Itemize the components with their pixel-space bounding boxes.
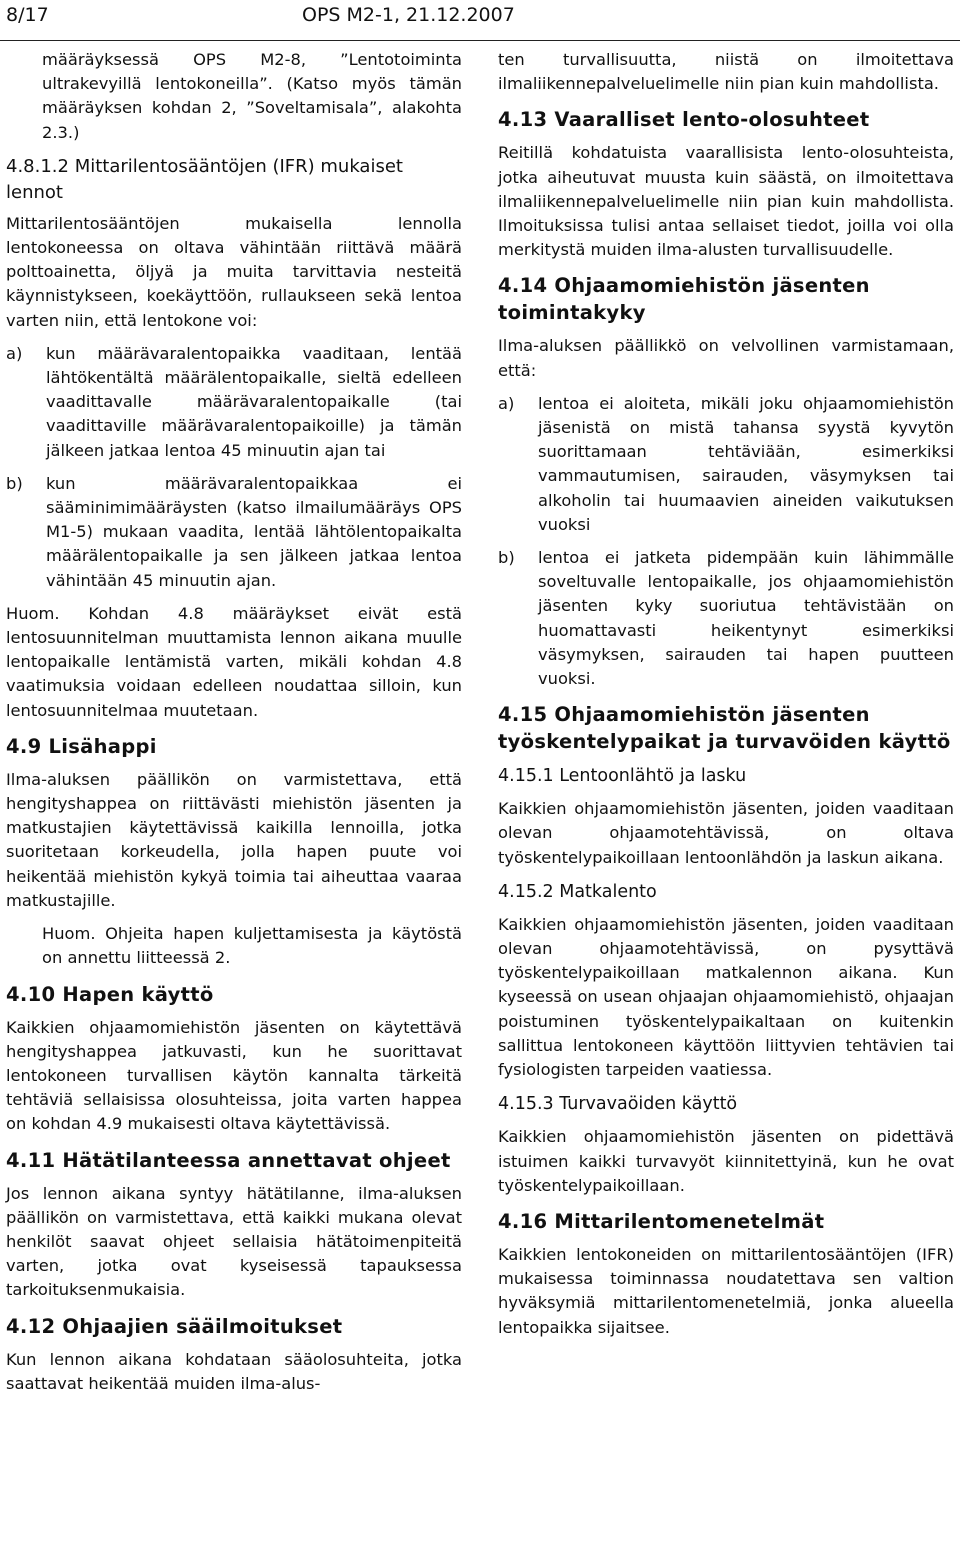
section-4-12-body: Kun lennon aikana kohdataan sääolosuhteita, jotka saattavat heikentää muiden ilma-alus- (6, 1349, 462, 1393)
section-4-14-body: Ilma-aluksen päällikkö on velvollinen varmistamaan, että: (498, 336, 954, 380)
section-4-12-title: 4.12 Ohjaajien sääilmoitukset (6, 1314, 343, 1338)
section-4-8-1-2-title: 4.8.1.2 Mittarilentosääntöjen (IFR) mukaiset lennot (6, 155, 403, 203)
page-header (0, 0, 960, 41)
list-text: kun määrävaralentopaikkaa ei sääminimimääräysten (katso ilmailumääräys OPS M1-5) mukaan vaadita, lentää lähtölentopaikalta määrälentopaikalle ja sen jälkeen jatkaa lentoa vähintään 45 minuutin ajan. (46, 473, 462, 590)
section-4-8-1-2-body: Mittarilentosääntöjen mukaisella lennolla lentokoneessa on oltava vähintään riittävä määrä polttoainetta, öljyä ja muita tarvittavia nesteitä käynnistykseen, koekäyttöön, rullaukseen sekä lentoa varten niin, että lentokone voi: (6, 213, 462, 330)
section-4-15-1-title: 4.15.1 Lentoonlähtö ja lasku (498, 766, 747, 787)
list-marker: a) (498, 393, 515, 413)
section-4-14-title: 4.14 Ohjaamomiehistön jäsenten toimintakyky (498, 274, 870, 325)
list-item-b (498, 546, 954, 691)
list-item-a (6, 342, 462, 463)
list-marker: b) (498, 548, 515, 568)
section-4-15-title: 4.15 Ohjaamomiehistön jäsenten työskentelypaikat ja turvavöiden käyttö (498, 703, 951, 754)
section-4-15-2-body: Kaikkien ohjaamomiehistön jäsenten, joiden vaaditaan olevan ohjaamotehtävissä, on pysyttävä työskentelypaikoillaan matkalennon aikana. Kun kyseessä on usean ohjaajan ohjaamomiehistö, ohjaajan poistuminen työskentelypaikaltaan on kuitenkin sallittua lentokoneen käyttöön liittyvien tehtävien tai fysiologisten tarpeiden vaatiessa. (498, 914, 954, 1080)
list-marker: a) (6, 343, 23, 363)
list-text: lentoa ei aloiteta, mikäli joku ohjaamomiehistön jäsenistä on mistä tahansa syystä kyvytön suorittamaan tehtäviään, esimerkiksi vammautumisen, sairauden, väsymyksen tai alkoholin tai huumaavien aineiden vaikutuksen vuoksi (538, 393, 954, 534)
section-4-16-title: 4.16 Mittarilentomenetelmät (498, 1209, 825, 1233)
section-4-16-body: Kaikkien lentokoneiden on mittarilentosääntöjen (IFR) mukaisessa toiminnassa noudatettava sen valtion hyväksymiä mittarilentomenetelmiä, jonka alueella lentopaikka sijaitsee. (498, 1244, 954, 1337)
section-4-15-3-title: 4.15.3 Turvavaöiden käyttö (498, 1094, 738, 1115)
section-4-13-body: Reitillä kohdatuista vaarallisista lento-olosuhteista, jotka aiheutuvat muusta kuin säästä, on ilmoitettava ilmaliikennepalveluelimelle niin pian kuin mahdollista. Ilmoituksissa tulisi antaa sellaiset tiedot, joilla voi olla merkitystä muiden ilma-alusten turvallisuudelle. (498, 143, 954, 260)
section-4-15-2-title: 4.15.2 Matkalento (498, 881, 657, 902)
section-4-13-title: 4.13 Vaaralliset lento-olosuhteet (498, 108, 870, 132)
section-4-9-body: Ilma-aluksen päällikön on varmistettava, että hengityshappea on riittävästi miehistön jäsenten ja matkustajien käytettävissä kaikilla lennoilla, jotka suoritetaan korkeudella, jolla hapen puute voi heikentää miehistön kykyä toimia tai aiheuttaa vaaraa matkustajille. (6, 769, 462, 910)
list-text: kun määrävaralentopaikka vaaditaan, lentää lähtökentältä määrälentopaikalle, sieltä edelleen vaadittavalle määrävaralentopaikalle (tai vaadittaville määrävaralentopaikoille) ja tämän jälkeen jatkaa lentoa 45 minuutin ajan tai (46, 343, 462, 460)
section-4-11-title: 4.11 Hätätilanteessa annettavat ohjeet (6, 1148, 451, 1172)
note-paragraph: Huom. Ohjeita hapen kuljettamisesta ja käytöstä on annettu liitteessä 2. (42, 924, 462, 968)
section-4-15-3-body: Kaikkien ohjaamomiehistön jäsenten on pidettävä istuimen kaikki turvavyöt kiinnitettyinä, kun he ovat työskentelypaikoillaan. (498, 1127, 954, 1195)
list-text: lentoa ei jatketa pidempään kuin lähimmälle soveltuvalle lentopaikalle, jos ohjaamomiehistön jäsenten kyky suoriutua tehtävistään on huomattavasti heikentynyt esimerkiksi väsymyksen, sairauden tai hapen puutteen vuoksi. (538, 548, 954, 689)
section-4-10-title: 4.10 Hapen käyttö (6, 982, 214, 1006)
section-4-9-title: 4.9 Lisähappi (6, 734, 157, 758)
document-reference: OPS M2-1, 21.12.2007 (302, 4, 515, 26)
page-number: 8/17 (6, 4, 49, 26)
continued-paragraph: ten turvallisuutta, niistä on ilmoitettava ilmaliikennepalveluelimelle niin pian kuin mahdollista. (498, 50, 954, 94)
intro-paragraph: määräyksessä OPS M2-8, ”Lentotoiminta ultrakevyillä lentokoneilla”. (Katso myös tämän määräyksen kohdan 2, ”Soveltamisala”, alakohta 2.3.) (42, 50, 462, 142)
right-column (498, 48, 954, 1349)
list-marker: b) (6, 473, 23, 493)
list-item-b (6, 472, 462, 593)
list-item-a (498, 392, 954, 537)
section-4-15-1-body: Kaikkien ohjaamomiehistön jäsenten, joiden vaaditaan olevan ohjaamotehtävissä, on oltava työskentelypaikoillaan lentoonlähdön ja laskun aikana. (498, 799, 954, 867)
note-paragraph: Huom. Kohdan 4.8 määräykset eivät estä lentosuunnitelman muuttamista lennon aikana muulle lentopaikalle lentämistä varten, mikäli kohdan 4.8 vaatimuksia voidaan edelleen noudattaa silloin, kun lentosuunnitelmaa muutetaan. (6, 603, 462, 720)
left-column (6, 48, 462, 1405)
section-4-10-body: Kaikkien ohjaamomiehistön jäsenten on käytettävä hengityshappea jatkuvasti, kun he suorittavat lentokoneen turvallisen käytön kannalta tärkeitä tehtäviä sellaisissa olosuhteissa, joita varten happea on kohdan 4.9 mukaisesti oltava käytettävissä. (6, 1017, 462, 1134)
section-4-11-body: Jos lennon aikana syntyy hätätilanne, ilma-aluksen päällikön on varmistettava, että kaikki mukana olevat henkilöt saavat ohjeet sellaisia hätätoimenpiteitä varten, jotka ovat kyseisessä tapauksessa tarkoituksenmukaisia. (6, 1183, 462, 1300)
